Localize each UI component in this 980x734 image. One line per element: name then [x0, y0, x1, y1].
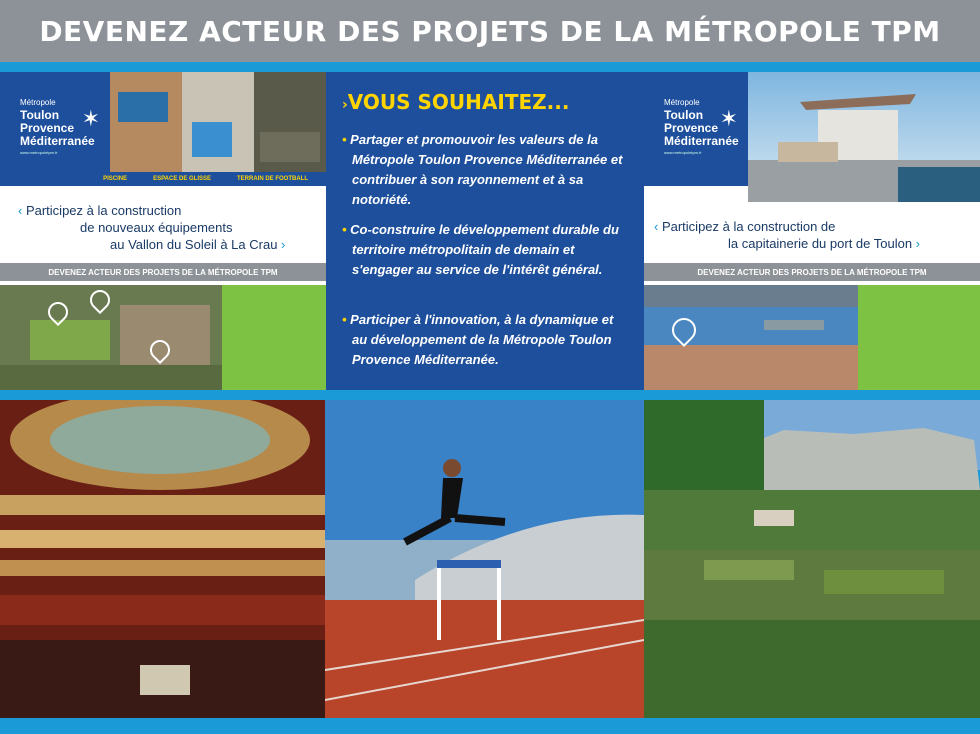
- middle-panel: [326, 72, 644, 390]
- left-participez-line3: au Vallon du Soleil à La Crau: [110, 237, 278, 252]
- left-grey-bar: DEVENEZ ACTEUR DES PROJETS DE LA MÉTROPOLE TPM: [0, 263, 326, 281]
- caption-1: PISCINE: [103, 176, 128, 182]
- right-participez-line1: Participez à la construction de: [661, 219, 836, 234]
- logo-url: www.metropoletpm.fr: [664, 150, 702, 155]
- star-icon: ✶: [81, 106, 100, 131]
- left-participez: [18, 202, 318, 253]
- right-participez-line2: la capitainerie du port de Toulon: [728, 236, 913, 251]
- bottom-band: [0, 718, 980, 734]
- bullet-3: [342, 310, 632, 370]
- chevron-right-icon: ›: [912, 236, 921, 251]
- tpm-logo: [0, 72, 110, 172]
- capitainerie-render: [748, 72, 980, 202]
- left-participez-line2: de nouveaux équipements: [80, 220, 233, 235]
- tpm-logo: [644, 72, 748, 172]
- left-panel: [0, 72, 326, 390]
- chevron-right-icon: ›: [277, 237, 286, 252]
- left-participez-line1: Participez à la construction: [25, 203, 182, 218]
- bullet-2-text: Co-construire le développement durable du territoire métropolitain de demain et s'engager au service de l'intérêt général.: [350, 222, 619, 277]
- aerial-pool-photo: [110, 72, 326, 172]
- left-photo-captions: [0, 172, 326, 186]
- vous-souhaitez-title: [342, 90, 569, 114]
- opera-theatre-photo: [0, 400, 325, 718]
- logo-line2: Toulon Provence Méditerranée: [664, 108, 739, 148]
- hurdler-stadium-photo: [325, 400, 644, 718]
- caption-3: TERRAIN DE FOOTBALL: [237, 176, 308, 182]
- logo-url: www.metropoletpm.fr: [20, 150, 58, 155]
- page-title: DEVENEZ ACTEUR DES PROJETS DE LA MÉTROPOLE TPM: [39, 14, 941, 48]
- bullet-2: [342, 220, 632, 280]
- bullet-3-text: Participer à l'innovation, à la dynamique et au développement de la Métropole Toulon Provence Méditerranée.: [350, 312, 614, 367]
- caption-2: ESPACE DE GLISSE: [153, 176, 211, 182]
- left-aerial-map: [0, 285, 222, 390]
- chevron-right-icon: ›: [342, 97, 348, 113]
- bullet-dot-icon: •: [342, 132, 351, 147]
- logo-line1: Métropole: [20, 98, 56, 107]
- right-commune-list: [858, 285, 980, 390]
- right-blue-strip: [644, 172, 748, 186]
- garden-landscape-photo: [644, 400, 980, 718]
- star-icon: ✶: [719, 106, 738, 131]
- bullet-dot-icon: •: [342, 312, 351, 327]
- bullet-1-text: Partager et promouvoir les valeurs de la Métropole Toulon Provence Méditerranée et contribuer à son rayonnement et à sa notoriété.: [350, 132, 623, 207]
- logo-line1: Métropole: [664, 98, 700, 107]
- right-participez: [654, 218, 974, 252]
- chevron-left-icon: ‹: [18, 203, 26, 218]
- top-band: [0, 62, 980, 72]
- vous-souhaitez-text: VOUS SOUHAITEZ...: [347, 90, 570, 114]
- chevron-left-icon: ‹: [654, 219, 662, 234]
- left-commune-list: [222, 285, 326, 390]
- bullet-1: [342, 130, 632, 210]
- page-header: [0, 0, 980, 62]
- right-grey-bar: DEVENEZ ACTEUR DES PROJETS DE LA MÉTROPOLE TPM: [644, 263, 980, 281]
- bullet-dot-icon: •: [342, 222, 351, 237]
- middle-band: [0, 390, 980, 400]
- right-panel: [644, 72, 980, 390]
- logo-line2: Toulon Provence Méditerranée: [20, 108, 95, 148]
